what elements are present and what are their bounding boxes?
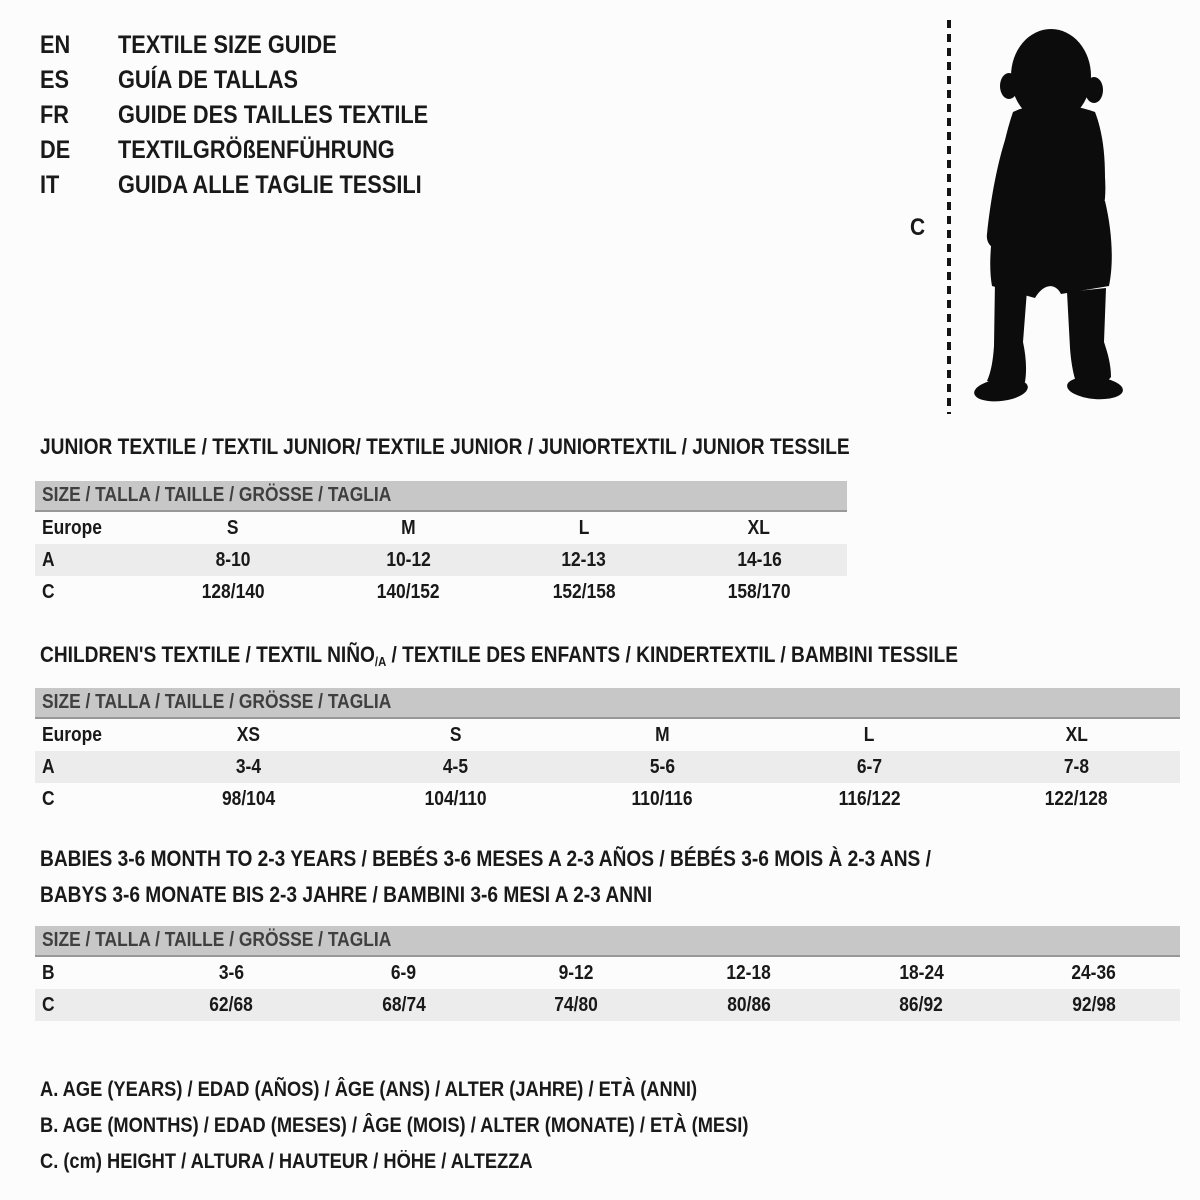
size-cell: 8-10 <box>215 548 251 571</box>
junior-section-heading <box>40 433 971 460</box>
size-cell: XL <box>1065 723 1088 746</box>
size-cell: S <box>449 723 462 746</box>
size-cell: M <box>655 723 670 746</box>
row-label: Europe <box>42 723 102 746</box>
size-cell: 14-16 <box>736 548 782 571</box>
row-label: B <box>42 961 55 984</box>
language-code: IT <box>40 171 60 199</box>
size-cell: 98/104 <box>221 787 276 810</box>
size-cell: 122/128 <box>1045 787 1108 810</box>
height-measure-dashed-line <box>947 20 951 414</box>
table-row <box>35 783 1180 815</box>
size-table-header <box>35 688 1180 719</box>
guide-title: GUIDE DES TAILLES TEXTILE <box>118 101 429 129</box>
guide-title: TEXTILE SIZE GUIDE <box>118 31 337 59</box>
babies-table-rows <box>35 957 1180 1021</box>
legend-line-c: C. (cm) HEIGHT / ALTURA / HAUTEUR / HÖHE / ALTEZZA <box>40 1150 533 1173</box>
size-cell: 5-6 <box>649 755 676 778</box>
row-label: A <box>42 548 55 571</box>
size-cell: 62/68 <box>209 993 254 1016</box>
size-header-text: SIZE / TALLA / TAILLE / GRÖSSE / TAGLIA <box>42 484 392 506</box>
size-cell: 12-13 <box>561 548 607 571</box>
children-heading-text: CHILDREN'S TEXTILE / TEXTIL $NIÑO_{/A}$ / TEXTILE DES ENFANTS / KINDERTEXTIL / BAMBINI TESSILE <box>40 642 959 669</box>
size-cell: M <box>400 516 416 539</box>
children-section-heading <box>40 641 1095 675</box>
size-cell: L <box>578 516 590 539</box>
table-row <box>35 751 1180 783</box>
language-row <box>40 168 475 203</box>
language-code: FR <box>40 101 69 129</box>
size-cell: 7-8 <box>1063 755 1090 778</box>
row-label: C <box>42 580 55 603</box>
size-cell: S <box>226 516 239 539</box>
nino-a-subscript: /A <box>374 654 387 669</box>
size-table-header <box>35 481 847 512</box>
size-cell: 74/80 <box>554 993 599 1016</box>
legend-line-a: A. AGE (YEARS) / EDAD (AÑOS) / ÂGE (ANS) / ALTER (JAHRE) / ETÀ (ANNI) <box>40 1078 698 1101</box>
size-table-header <box>35 926 1180 957</box>
measurement-legend <box>40 1072 854 1180</box>
size-cell: 12-18 <box>726 961 772 984</box>
table-row <box>35 512 847 544</box>
guide-title: GUIDA ALLE TAGLIE TESSILI <box>118 171 422 199</box>
size-cell: 4-5 <box>442 755 469 778</box>
size-cell: 86/92 <box>899 993 944 1016</box>
table-row <box>35 957 1180 989</box>
height-measure-label: C <box>910 214 926 241</box>
size-cell: 18-24 <box>898 961 944 984</box>
table-row <box>35 719 1180 751</box>
row-label: A <box>42 755 55 778</box>
size-cell: 24-36 <box>1071 961 1117 984</box>
size-cell: 110/116 <box>632 787 693 810</box>
legend-line-b: B. AGE (MONTHS) / EDAD (MESES) / ÂGE (MOIS) / ALTER (MONATE) / ETÀ (MESI) <box>40 1114 749 1137</box>
table-row <box>35 576 847 608</box>
table-row <box>35 544 847 576</box>
size-cell: L <box>864 723 875 746</box>
babies-heading-line1: BABIES 3-6 MONTH TO 2-3 YEARS / BEBÉS 3-6 MESES A 2-3 AÑOS / BÉBÉS 3-6 MOIS À 2-3 ANS / <box>40 846 931 871</box>
size-cell: XS <box>236 723 261 746</box>
size-cell: 9-12 <box>558 961 594 984</box>
size-cell: 10-12 <box>385 548 431 571</box>
language-title-block <box>40 28 475 203</box>
language-row <box>40 133 475 168</box>
size-cell: 128/140 <box>201 580 265 603</box>
babies-heading-line2: BABYS 3-6 MONATE BIS 2-3 JAHRE / BAMBINI 3-6 MESI A 2-3 ANNI <box>40 882 653 907</box>
size-header-text: SIZE / TALLA / TAILLE / GRÖSSE / TAGLIA <box>42 691 392 713</box>
size-cell: 116/122 <box>838 787 901 810</box>
language-row <box>40 63 475 98</box>
children-size-table <box>35 688 1180 815</box>
toddler-silhouette-icon <box>963 16 1138 416</box>
junior-heading-text: JUNIOR TEXTILE / TEXTIL JUNIOR/ TEXTILE JUNIOR / JUNIORTEXTIL / JUNIOR TESSILE <box>40 434 850 459</box>
guide-title: TEXTILGRÖßENFÜHRUNG <box>118 136 395 164</box>
language-code: DE <box>40 136 71 164</box>
children-table-rows <box>35 719 1180 815</box>
size-cell: 140/152 <box>376 580 440 603</box>
size-cell: 92/98 <box>1071 993 1116 1016</box>
size-cell: 158/170 <box>727 580 791 603</box>
row-label: C <box>42 993 55 1016</box>
language-row <box>40 28 475 63</box>
row-label: C <box>42 787 55 810</box>
babies-size-table <box>35 926 1180 1021</box>
language-code: ES <box>40 66 70 94</box>
size-header-text: SIZE / TALLA / TAILLE / GRÖSSE / TAGLIA <box>42 929 392 951</box>
babies-section-heading <box>40 845 1064 908</box>
size-cell: XL <box>748 516 771 539</box>
language-code: EN <box>40 31 71 59</box>
junior-size-table <box>35 481 847 608</box>
size-cell: 104/110 <box>424 787 487 810</box>
language-row <box>40 98 475 133</box>
size-cell: 6-9 <box>391 961 417 984</box>
size-cell: 3-4 <box>235 755 262 778</box>
table-row <box>35 989 1180 1021</box>
size-cell: 3-6 <box>218 961 244 984</box>
size-cell: 6-7 <box>856 755 883 778</box>
size-cell: 152/158 <box>552 580 616 603</box>
size-cell: 80/86 <box>726 993 771 1016</box>
row-label: Europe <box>42 516 102 539</box>
junior-table-rows <box>35 512 847 608</box>
guide-title: GUÍA DE TALLAS <box>118 66 299 94</box>
size-cell: 68/74 <box>381 993 426 1016</box>
